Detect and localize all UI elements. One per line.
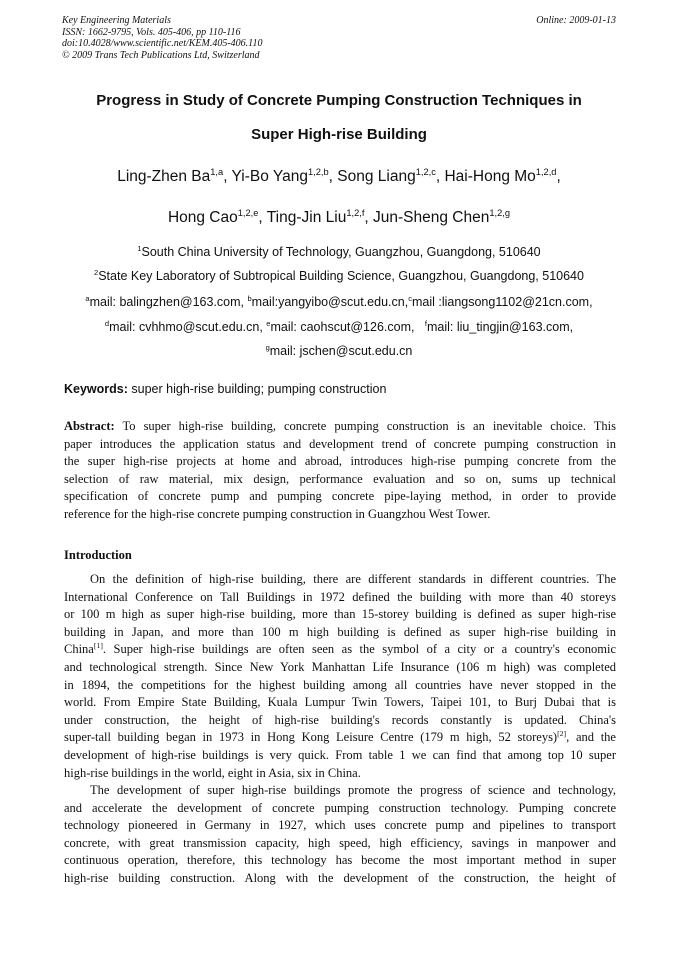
paper-title-line-2: Super High-rise Building bbox=[251, 126, 427, 143]
email-sup: d bbox=[104, 318, 110, 328]
affiliation-1 bbox=[40, 245, 638, 259]
email-sup: b bbox=[247, 293, 252, 303]
abstract-line: selection of raw material, mix design, performance evaluation and so on, sums up technical bbox=[64, 471, 616, 486]
copyright-line: © 2009 Trans Tech Publications Ltd, Switzerland bbox=[62, 49, 260, 61]
author-name: Yi-Bo Yang bbox=[231, 168, 308, 185]
keywords-label: Keywords: bbox=[64, 382, 128, 396]
abstract bbox=[64, 418, 616, 524]
journal-info bbox=[62, 15, 616, 61]
author-sup: 1,2,c bbox=[415, 166, 436, 177]
body-line: building in Japan, and more than 100 m high building is defined as super high-rise building in bbox=[64, 624, 616, 639]
author-name: Song Liang bbox=[337, 168, 416, 185]
abstract-line bbox=[64, 418, 616, 436]
body-line: or 100 m high as super high-rise building, more than 15-storey building is defined as super high-rise bbox=[64, 607, 616, 622]
citation: [1] bbox=[93, 641, 103, 651]
author-sup: 1,2,e bbox=[237, 207, 259, 218]
emails-line-1 bbox=[40, 295, 638, 309]
body-line: high-rise buildings in the world, eight in Asia, six in China. bbox=[64, 765, 361, 780]
body-line: continuous operation, therefore, this technology has become the most important method in super bbox=[64, 853, 616, 868]
doi-line: doi:10.4028/www.scientific.net/KEM.405-406.110 bbox=[62, 38, 263, 49]
email-sup: f bbox=[424, 318, 427, 328]
section-heading-introduction: Introduction bbox=[64, 548, 132, 562]
authors-line-2: Hong Cao$^{1,2,e}$, Ting-Jin Liu$^{1,2,f}$, Jun-Sheng Chen$^{1,2,g}$ bbox=[167, 207, 511, 226]
body-line bbox=[64, 729, 616, 747]
body-line: development of high-rise buildings is very quick. From table 1 we can find that among top 10 super bbox=[64, 747, 616, 762]
body-line: world. From Empire State Building, Kuala Lumpur Twin Towers, Taipei 101, to Burj Dubai that is bbox=[64, 695, 616, 710]
email: mail: balingzhen@163.com, bbox=[89, 295, 245, 309]
body-line: International Conference on Tall Buildings in 1972 defined the building with more than 40 storeys bbox=[64, 589, 616, 604]
author-name: Hong Cao bbox=[167, 209, 238, 226]
emails-line-3 bbox=[40, 344, 638, 358]
abstract-text: To super high-rise building, concrete pumping construction is an inevitable choice. This bbox=[122, 419, 617, 433]
author-name: Jun-Sheng Chen bbox=[373, 209, 490, 226]
body-line: On the definition of high-rise building, there are different standards in different countries. The bbox=[90, 572, 616, 586]
citation: [2] bbox=[557, 729, 567, 739]
abstract-line: specification of concrete pump and pumping concrete pipe-laying method, in order to provide bbox=[64, 489, 616, 504]
email-sup: a bbox=[85, 293, 90, 303]
keywords bbox=[64, 382, 616, 396]
email-sup: c bbox=[408, 293, 412, 303]
author-name: Hai-Hong Mo bbox=[444, 168, 536, 185]
email: mail: liu_tingjin@163.com, bbox=[427, 320, 574, 334]
body-line: under construction, the height of high-rise building's records constantly is updated. China's bbox=[64, 712, 616, 727]
abstract-line: the super high-rise projects at home and abroad, introduces high-rise pumping concrete from the bbox=[64, 454, 616, 469]
author-sup: 1,a bbox=[210, 166, 224, 177]
body-line: concrete, with great transmission capacity, high speed, high efficiency, savings in manpower and bbox=[64, 835, 616, 850]
online-date: Online: 2009-01-13 bbox=[536, 15, 616, 26]
email: mail: caohscut@126.com, bbox=[270, 320, 415, 334]
emails-line-2 bbox=[40, 320, 638, 334]
affiliation-2 bbox=[40, 269, 638, 283]
author-sup: 1,2,b bbox=[307, 166, 329, 177]
affiliation-sup: 1 bbox=[137, 243, 142, 253]
paper-title-line-1: Progress in Study of Concrete Pumping Construction Techniques in bbox=[96, 92, 582, 109]
abstract-label: Abstract: bbox=[64, 419, 115, 433]
affiliation-text: State Key Laboratory of Subtropical Building Science, Guangzhou, Guangdong, 510640 bbox=[98, 269, 584, 283]
abstract-line: reference for the high-rise concrete pumping construction in Guangzhou West Tower. bbox=[64, 506, 491, 521]
email: mail: jschen@scut.edu.cn bbox=[269, 344, 413, 358]
journal-name: Key Engineering Materials bbox=[62, 15, 171, 26]
affiliation-text: South China University of Technology, Guangzhou, Guangdong, 510640 bbox=[141, 245, 541, 259]
body-line: The development of super high-rise buildings promote the progress of science and technology, bbox=[90, 783, 616, 797]
keywords-text: super high-rise building; pumping construction bbox=[131, 382, 387, 396]
body-line: technology pioneered in Germany in 1927, which uses concrete pump and pipelines to transport bbox=[64, 818, 616, 833]
body-line: and accelerate the development of concrete pumping construction technology. Pumping concrete bbox=[64, 800, 616, 815]
body-text: super-tall building began in 1973 in Hong Kong Leisure Centre (179 m high, 52 storeys) bbox=[64, 730, 558, 745]
introduction-paragraph-1 bbox=[64, 571, 616, 782]
abstract-line: paper introduces the application status and development trend of concrete pumping construction in bbox=[64, 436, 616, 451]
author-sup: 1,2,f bbox=[346, 207, 365, 218]
email: mail :liangsong1102@21cn.com, bbox=[411, 295, 593, 309]
author-name: Ling-Zhen Ba bbox=[117, 168, 211, 185]
author-sup: 1,2,d bbox=[535, 166, 557, 177]
journal-header bbox=[62, 15, 616, 61]
email-sup: g bbox=[265, 342, 270, 352]
email: mail:yangyibo@scut.edu.cn, bbox=[251, 295, 409, 309]
body-line: and technological strength. Since New York Manhattan Life Insurance (106 m high) was completed bbox=[64, 659, 616, 674]
authors-line-1: Ling-Zhen Ba$^{1,a}$, Yi-Bo Yang$^{1,2,b}$, Song Liang$^{1,2,c}$, Hai-Hong Mo$^{1,2,d}$, bbox=[117, 166, 561, 185]
body-line bbox=[64, 641, 616, 659]
email: mail: cvhhmo@scut.edu.cn, bbox=[109, 320, 263, 334]
author-sup: 1,2,g bbox=[489, 207, 511, 218]
body-line: in 1894, the competitions for the highest building among all countries have never stopped in the bbox=[64, 677, 616, 692]
author-name: Ting-Jin Liu bbox=[266, 209, 347, 226]
email-sup: e bbox=[266, 318, 271, 328]
body-text: China bbox=[64, 642, 94, 657]
issn-line: ISSN: 1662-9795, Vols. 405-406, pp 110-116 bbox=[62, 26, 241, 38]
introduction-paragraph-2 bbox=[64, 782, 616, 888]
body-line: high-rise building construction. Along with the development of the construction, the height of bbox=[64, 870, 616, 885]
body-text: . Super high-rise buildings are often seen as the symbol of a city or a country's economic bbox=[102, 642, 616, 657]
body-text: , and the bbox=[566, 730, 616, 745]
affiliation-sup: 2 bbox=[94, 267, 99, 277]
